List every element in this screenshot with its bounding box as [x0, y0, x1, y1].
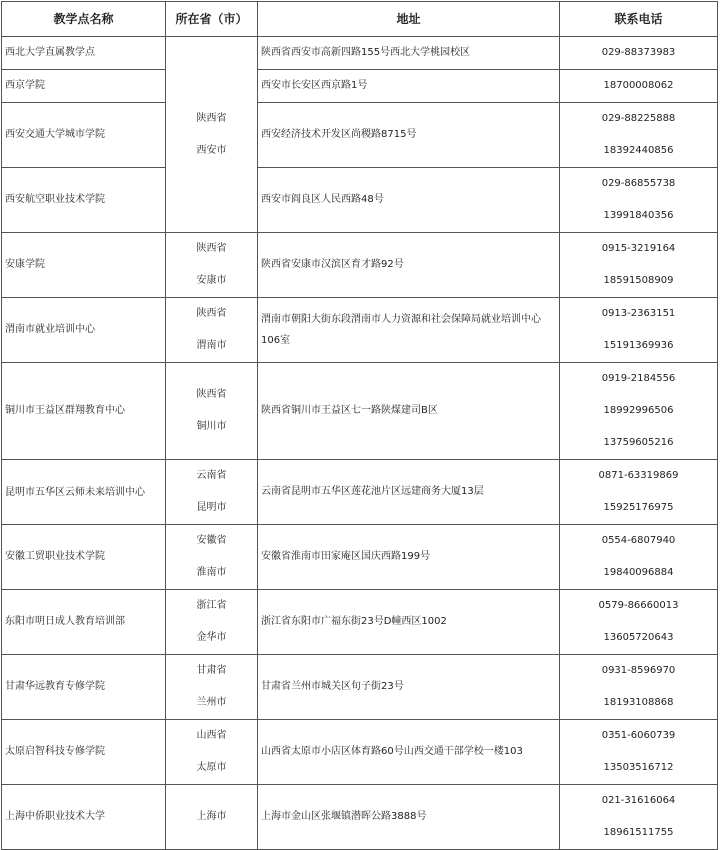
site-address: 甘肃省兰州市城关区旬子街23号 [258, 655, 560, 720]
phone-number: 0871-63319869 [598, 470, 679, 481]
province-city [166, 363, 258, 460]
province-city [166, 525, 258, 590]
province-city-line: 甘肃省 [196, 665, 227, 676]
site-name: 安徽工贸职业技术学院 [2, 525, 166, 590]
phone-number: 18961511755 [603, 827, 674, 838]
province-city-line: 西安市 [196, 144, 227, 156]
province-city-line: 淮南市 [196, 567, 227, 578]
phone-number: 13503516712 [603, 762, 674, 773]
province-city-line: 上海市 [196, 811, 227, 822]
site-address: 渭南市朝阳大街东段渭南市人力资源和社会保障局就业培训中心106室 [258, 298, 560, 363]
phone-number: 18193108868 [603, 697, 674, 708]
site-phone [560, 363, 718, 460]
table-row [2, 785, 718, 850]
site-name: 昆明市五华区云师未来培训中心 [2, 460, 166, 525]
table-header-row [2, 2, 718, 37]
site-phone [560, 103, 718, 168]
phone-number: 0554-6807940 [601, 535, 676, 546]
header-name: 教学点名称 [2, 2, 166, 37]
table-row [2, 525, 718, 590]
site-name: 铜川市王益区群翔教育中心 [2, 363, 166, 460]
phone-number: 13991840356 [603, 210, 674, 221]
site-phone [560, 460, 718, 525]
header-address: 地址 [258, 2, 560, 37]
province-city-line: 陕西省 [196, 243, 227, 254]
phone-number: 15191369936 [603, 340, 674, 351]
province-city-line: 山西省 [196, 730, 227, 741]
site-phone [560, 720, 718, 785]
header-province: 所在省（市） [166, 2, 258, 37]
header-phone: 联系电话 [560, 2, 718, 37]
province-city [166, 460, 258, 525]
site-name: 甘肃华远教育专修学院 [2, 655, 166, 720]
province-city-line: 陕西省 [196, 112, 227, 124]
phone-number: 18392440856 [603, 145, 674, 156]
site-address: 陕西省安康市汉滨区育才路92号 [258, 233, 560, 298]
province-city-line: 浙江省 [196, 600, 227, 611]
phone-number: 029-86855738 [601, 178, 676, 189]
province-city-line: 铜川市 [196, 421, 227, 432]
province-city-line: 陕西省 [196, 308, 227, 319]
province-city [166, 37, 258, 233]
table-row [2, 590, 718, 655]
phone-number: 13759605216 [603, 437, 674, 448]
table-row [2, 103, 718, 168]
phone-number: 0915-3219164 [601, 243, 676, 254]
site-address: 西安市长安区西京路1号 [258, 70, 560, 103]
phone-number: 13605720643 [603, 632, 674, 643]
site-name: 西北大学直属教学点 [2, 37, 166, 70]
site-name: 渭南市就业培训中心 [2, 298, 166, 363]
province-city [166, 720, 258, 785]
phone-number: 0919-2184556 [601, 373, 676, 384]
site-phone [560, 590, 718, 655]
site-name: 太原启智科技专修学院 [2, 720, 166, 785]
site-name: 西京学院 [2, 70, 166, 103]
phone-number: 029-88225888 [601, 113, 676, 124]
table-row [2, 363, 718, 460]
table-row [2, 70, 718, 103]
province-city-line: 昆明市 [196, 502, 227, 513]
table-row [2, 233, 718, 298]
site-name: 上海中侨职业技术大学 [2, 785, 166, 850]
province-city [166, 590, 258, 655]
site-phone [560, 168, 718, 233]
site-phone [560, 233, 718, 298]
site-phone [560, 70, 718, 103]
table-row [2, 655, 718, 720]
site-address: 陕西省西安市高新四路155号西北大学桃园校区 [258, 37, 560, 70]
province-city-line: 云南省 [196, 470, 227, 481]
site-address: 西安市阎良区人民西路48号 [258, 168, 560, 233]
phone-number: 0931-8596970 [601, 665, 676, 676]
training-site-table [1, 1, 718, 850]
phone-number: 0913-2363151 [601, 308, 676, 319]
phone-number: 0351-6060739 [601, 730, 676, 741]
site-address: 安徽省淮南市田家庵区国庆西路199号 [258, 525, 560, 590]
province-city-line: 兰州市 [196, 697, 227, 708]
phone-number: 18591508909 [603, 275, 674, 286]
site-address: 浙江省东阳市广福东街23号D幢西区1002 [258, 590, 560, 655]
province-city-line: 太原市 [196, 762, 227, 773]
province-city-line: 安徽省 [196, 535, 227, 546]
phone-number: 18992996506 [603, 405, 674, 416]
province-city-line: 渭南市 [196, 340, 227, 351]
site-name: 西安交通大学城市学院 [2, 103, 166, 168]
province-city [166, 233, 258, 298]
phone-number: 021-31616064 [601, 795, 676, 806]
site-address: 上海市金山区张堰镇潜晖公路3888号 [258, 785, 560, 850]
phone-number: 18700008062 [603, 80, 674, 91]
site-address: 西安经济技术开发区尚稷路8715号 [258, 103, 560, 168]
phone-number: 029-88373983 [601, 47, 676, 58]
site-address: 云南省昆明市五华区莲花池片区远建商务大厦13层 [258, 460, 560, 525]
site-name: 安康学院 [2, 233, 166, 298]
table-row [2, 168, 718, 233]
table-row [2, 720, 718, 785]
site-phone [560, 298, 718, 363]
phone-number: 19840096884 [603, 567, 674, 578]
province-city [166, 655, 258, 720]
table-row [2, 37, 718, 70]
province-city [166, 298, 258, 363]
site-address: 山西省太原市小店区体育路60号山西交通干部学校一楼103 [258, 720, 560, 785]
site-phone [560, 37, 718, 70]
site-address: 陕西省铜川市王益区七一路陕煤建司B区 [258, 363, 560, 460]
phone-number: 0579-86660013 [598, 600, 679, 611]
site-phone [560, 525, 718, 590]
province-city-line: 金华市 [196, 632, 227, 643]
site-name: 西安航空职业技术学院 [2, 168, 166, 233]
province-city-line: 陕西省 [196, 389, 227, 400]
phone-number: 15925176975 [603, 502, 674, 513]
site-phone [560, 655, 718, 720]
table-row [2, 298, 718, 363]
site-name: 东阳市明日成人教育培训部 [2, 590, 166, 655]
table-row [2, 460, 718, 525]
site-phone [560, 785, 718, 850]
province-city-line: 安康市 [196, 275, 227, 286]
province-city [166, 785, 258, 850]
